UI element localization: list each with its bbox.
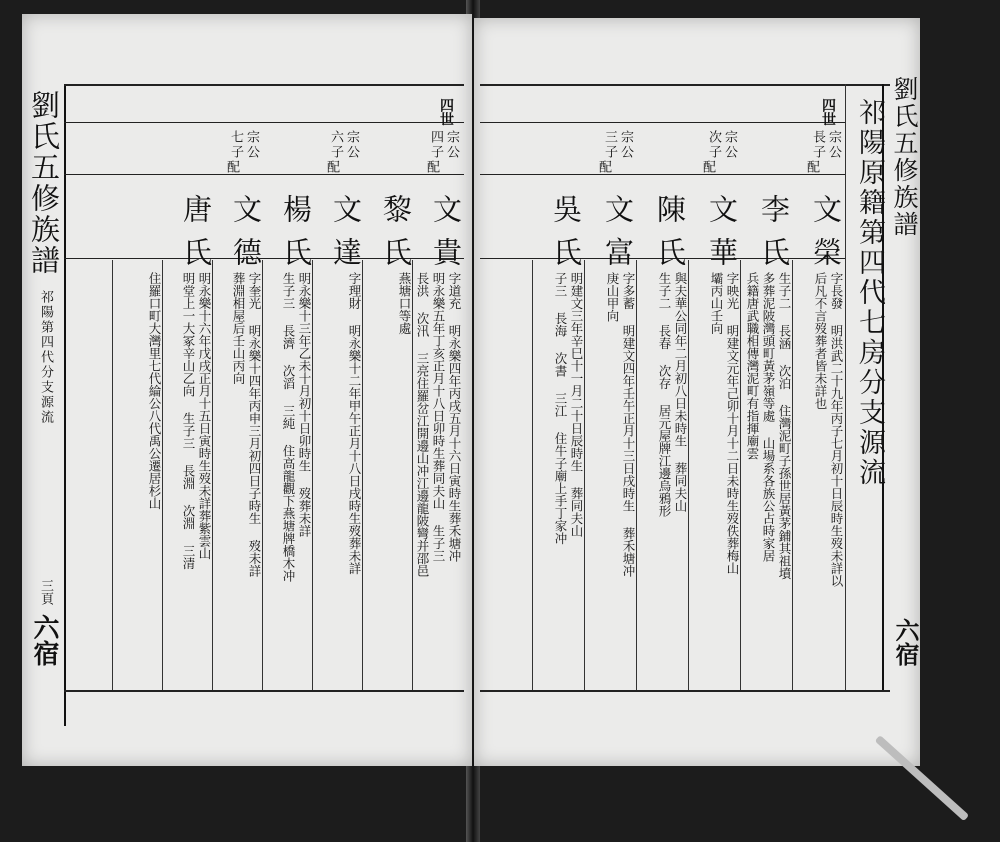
biography-line: 生子三 長濟 次滔 三純 住高龍觀下燕塘牌橋木冲 bbox=[281, 272, 296, 582]
biography-line: 明永樂十三年乙未十月初十日卯時生 歿葬未詳 bbox=[297, 272, 312, 537]
top-rule bbox=[64, 84, 464, 86]
biography-line: 字奎光 明永樂十四年丙申三月初四日子時生 歿未詳 bbox=[247, 272, 262, 577]
column-divider bbox=[262, 260, 263, 690]
gen-rule bbox=[480, 122, 845, 123]
ancestor-name: 宗公 bbox=[244, 130, 259, 160]
biography-line: 字道充 明永樂四年丙戌五月十六日寅時生葬禾塘冲 bbox=[447, 272, 462, 562]
ancestor-name: 宗公 bbox=[444, 130, 459, 160]
margin-title: 劉氏五修族譜 bbox=[27, 90, 61, 276]
biography-line: 住羅口町大灣里七代綸公八代禹公遷居杉山 bbox=[147, 272, 162, 510]
column-divider bbox=[212, 260, 213, 690]
ancestor-rank: 四子 bbox=[428, 130, 443, 160]
biography-line: 明建文三年辛巳十一月二十日辰時生 葬同夫山 bbox=[569, 272, 584, 537]
biography-line: 葬淵相屋后壬山丙向 bbox=[231, 272, 246, 385]
person-name: 楊氏 bbox=[279, 194, 313, 280]
biography-line: 子三 長海 次書 三江 住牛子廟上手丁家冲 bbox=[553, 272, 568, 545]
page-title: 祁陽原籍第四代七房分支源流 bbox=[854, 98, 885, 488]
biography-line: 與夫華公同年二月初八日未時生 葬同夫山 bbox=[673, 272, 688, 512]
person-name: 吳氏 bbox=[549, 194, 583, 280]
column-divider bbox=[636, 260, 637, 690]
biography-line: 燕塘口等處 bbox=[397, 272, 412, 335]
person-name: 文華 bbox=[705, 194, 739, 280]
ancestor-name: 宗公 bbox=[344, 130, 359, 160]
biography-line: 壩丙山壬向 bbox=[709, 272, 724, 335]
gen-rule bbox=[64, 122, 464, 123]
biography-line: 字映光 明建文元年己卯十月十二日未時生歿佚葬梅山 bbox=[725, 272, 740, 575]
margin-title: 劉氏五修族譜 bbox=[890, 76, 919, 238]
biography-line: 生子二 長涵 次泊 住灣泥町子孫世居黃茅鋪其祖墳 bbox=[777, 272, 792, 580]
column-divider bbox=[740, 260, 741, 690]
page-number: 三頁 bbox=[38, 579, 53, 605]
title-divider bbox=[845, 84, 846, 690]
ancestor-name: 宗公 bbox=[618, 130, 633, 160]
pen-tip bbox=[875, 735, 970, 821]
ancestor-rank: 次子 bbox=[706, 130, 721, 160]
spouse-marker: 配 bbox=[700, 160, 715, 175]
hall-glyph: 六宿 bbox=[891, 618, 920, 666]
ancestor-rank: 長子 bbox=[810, 130, 825, 160]
margin-lineage: 祁陽第四代分支源流 bbox=[38, 290, 53, 425]
person-name: 陳氏 bbox=[653, 194, 687, 280]
column-divider bbox=[792, 260, 793, 690]
biography-line: 后凡不言歿葬者皆未詳也 bbox=[813, 272, 828, 410]
column-divider bbox=[584, 260, 585, 690]
column-divider bbox=[688, 260, 689, 690]
biography-line: 字理財 明永樂十二年甲午正月十八日戌時生歿葬未詳 bbox=[347, 272, 362, 575]
spouse-marker: 配 bbox=[424, 160, 439, 175]
person-name: 文榮 bbox=[809, 194, 843, 280]
hall-glyph: 六宿 bbox=[29, 614, 59, 666]
biography-line: 兵籍唐武職相傳灣泥町有指揮廟雲 bbox=[745, 272, 760, 460]
person-name: 李氏 bbox=[757, 194, 791, 280]
spouse-marker: 配 bbox=[324, 160, 339, 175]
column-divider bbox=[532, 260, 533, 690]
column-divider bbox=[162, 260, 163, 690]
ancestor-rank: 七子 bbox=[228, 130, 243, 160]
right-page bbox=[474, 18, 920, 766]
biography-line: 明堂上一大冢辛山乙向 生子三 長淵 次淵 三清 bbox=[181, 272, 196, 570]
ancestor-rank: 六子 bbox=[328, 130, 343, 160]
biography-line: 生子二 長春 次存 居元屋牌江邊烏鴉形 bbox=[657, 272, 672, 517]
top-rule bbox=[480, 84, 890, 86]
biography-line: 字多蓄 明建文四年壬午正月十三日戌時生 葬禾塘冲 bbox=[621, 272, 636, 577]
person-name: 黎氏 bbox=[379, 194, 413, 280]
biography-line: 長洪 次汛 三亮住羅岔江開邊山冲江邊龍陂彎并邵邑 bbox=[415, 272, 430, 577]
biography-line: 多葬泥陂灣頭町黃茅嶺等處 山場系各族公占時家居 bbox=[761, 272, 776, 562]
person-name: 文達 bbox=[329, 194, 363, 280]
spouse-marker: 配 bbox=[596, 160, 611, 175]
biography-line: 庚山甲向 bbox=[605, 272, 620, 322]
biography-line: 字長發 明洪武二十九年丙子七月初十日辰時生歿未詳以 bbox=[829, 272, 844, 587]
person-name: 文貴 bbox=[429, 194, 463, 280]
column-divider bbox=[112, 260, 113, 690]
column-divider bbox=[362, 260, 363, 690]
column-divider bbox=[412, 260, 413, 690]
ancestor-rule bbox=[64, 174, 464, 175]
ancestor-rule bbox=[480, 174, 845, 175]
generation-label: 四世 bbox=[820, 98, 836, 126]
biography-line: 明永樂十六年戊戌正月十五日寅時生歿未詳葬紫雲山 bbox=[197, 272, 212, 560]
spouse-marker: 配 bbox=[804, 160, 819, 175]
ancestor-rank: 三子 bbox=[602, 130, 617, 160]
person-name: 文富 bbox=[601, 194, 635, 280]
bottom-rule bbox=[480, 690, 890, 692]
generation-label: 四世 bbox=[438, 98, 454, 126]
bottom-rule bbox=[64, 690, 464, 692]
person-name: 唐氏 bbox=[179, 194, 213, 280]
column-divider bbox=[312, 260, 313, 690]
person-name: 文德 bbox=[229, 194, 263, 280]
ancestor-name: 宗公 bbox=[826, 130, 841, 160]
biography-line: 明永樂五年丁亥正月十八日卯時生葬同夫山 生子三 bbox=[431, 272, 446, 562]
ancestor-name: 宗公 bbox=[722, 130, 737, 160]
spouse-marker: 配 bbox=[224, 160, 239, 175]
left-page bbox=[22, 14, 472, 766]
